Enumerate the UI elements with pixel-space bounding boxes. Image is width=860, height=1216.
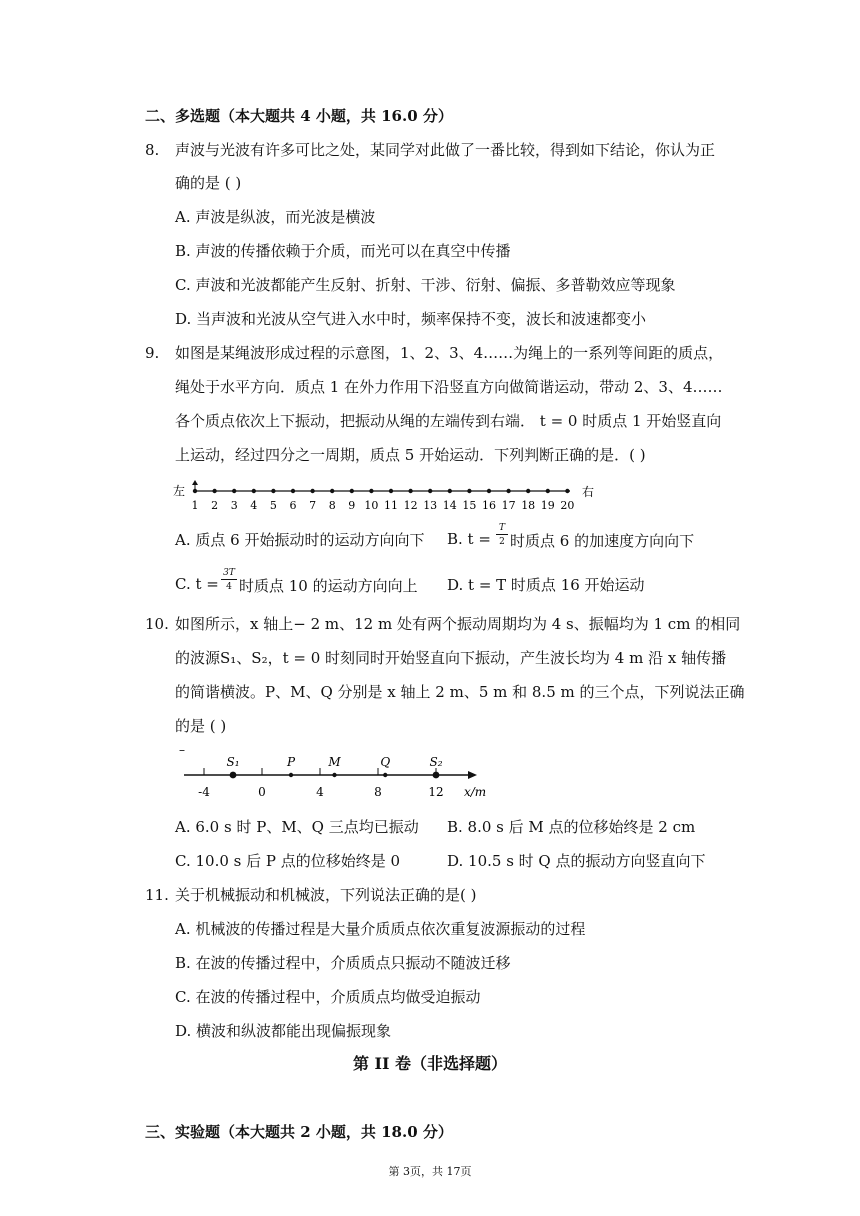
point-q-label: Q bbox=[380, 755, 391, 769]
point-q-dot bbox=[383, 773, 387, 777]
rope-wave-figure bbox=[170, 476, 610, 516]
rope-point-label-20: 20 bbox=[560, 499, 575, 512]
question-11-option-a[interactable]: A. 机械波的传播过程是大量介质质点依次重复波源振动的过程 bbox=[175, 920, 586, 938]
rope-point-label-12: 12 bbox=[403, 499, 418, 512]
rope-point-label-5: 5 bbox=[269, 499, 277, 512]
figure-minus-mark: – bbox=[179, 744, 185, 757]
rope-point-19 bbox=[546, 489, 550, 493]
rope-point-15 bbox=[467, 489, 471, 493]
up-arrow-icon bbox=[192, 480, 198, 485]
rope-point-label-4: 4 bbox=[250, 499, 258, 512]
question-9-stem-line1: 如图是某绳波形成过程的示意图，1、2、3、4……为绳上的一系列等间距的质点， bbox=[175, 344, 724, 362]
q9-b-prefix: B. t = bbox=[447, 530, 491, 548]
x-axis-figure bbox=[170, 744, 500, 804]
rope-point-3 bbox=[232, 489, 236, 493]
question-9-stem-line2: 绳处于水平方向．质点 1 在外力作用下沿竖直方向做简谐运动，带动 2、3、4…… bbox=[175, 378, 723, 396]
question-8-option-a[interactable]: A. 声波是纵波，而光波是横波 bbox=[175, 208, 376, 226]
rope-point-label-2: 2 bbox=[211, 499, 219, 512]
question-11-option-c[interactable]: C. 在波的传播过程中，介质质点均做受迫振动 bbox=[175, 988, 481, 1006]
question-9-option-d[interactable]: D. t = T 时质点 16 开始运动 bbox=[447, 576, 645, 594]
part-2-title: 第 II 卷（非选择题） bbox=[352, 1054, 508, 1073]
rope-left-label: 左 bbox=[173, 484, 186, 498]
rope-point-18 bbox=[526, 489, 530, 493]
rope-point-label-6: 6 bbox=[289, 499, 297, 512]
rope-point-label-15: 15 bbox=[462, 499, 477, 512]
point-p-label: P bbox=[286, 755, 296, 769]
question-8-number: 8. bbox=[145, 141, 160, 159]
question-8-option-b[interactable]: B. 声波的传播依赖于介质，而光可以在真空中传播 bbox=[175, 242, 511, 260]
rope-point-17 bbox=[506, 489, 510, 493]
x-axis-unit-label: x/m bbox=[464, 785, 487, 799]
question-9-number: 9. bbox=[145, 344, 160, 362]
question-8-option-c[interactable]: C. 声波和光波都能产生反射、折射、干涉、衍射、偏振、多普勒效应等现象 bbox=[175, 276, 676, 294]
axis-tick-label-12: 12 bbox=[428, 785, 444, 799]
question-8-option-d[interactable]: D. 当声波和光波从空气进入水中时，频率保持不变，波长和波速都变小 bbox=[175, 310, 647, 328]
rope-point-4 bbox=[252, 489, 256, 493]
rope-point-6 bbox=[291, 489, 295, 493]
rope-point-1 bbox=[193, 489, 197, 493]
rope-point-2 bbox=[212, 489, 216, 493]
source-s2-dot bbox=[433, 772, 440, 779]
rope-point-12 bbox=[408, 489, 412, 493]
rope-point-14 bbox=[448, 489, 452, 493]
question-9-option-a[interactable]: A. 质点 6 开始振动时的运动方向向下 bbox=[175, 531, 425, 549]
q9-b-frac-num: T bbox=[496, 522, 508, 535]
question-10-stem-line4: 的是 ( ) bbox=[175, 717, 227, 735]
rope-point-label-8: 8 bbox=[328, 499, 336, 512]
axis-tick-label-0: 0 bbox=[258, 785, 266, 799]
q9-b-suffix: 时质点 6 的加速度方向向下 bbox=[510, 532, 695, 550]
rope-point-label-19: 19 bbox=[540, 499, 555, 512]
rope-point-label-1: 1 bbox=[191, 499, 199, 512]
q9-c-frac-den: 4 bbox=[226, 582, 232, 592]
question-10-option-c[interactable]: C. 10.0 s 后 P 点的位移始终是 0 bbox=[175, 852, 401, 870]
point-m-label: M bbox=[328, 755, 341, 769]
rope-point-label-17: 17 bbox=[501, 499, 516, 512]
rope-point-label-16: 16 bbox=[482, 499, 496, 512]
question-11-number: 11. bbox=[145, 886, 169, 904]
question-10-option-a[interactable]: A. 6.0 s 时 P、M、Q 三点均已振动 bbox=[175, 818, 419, 836]
rope-point-10 bbox=[369, 489, 373, 493]
source-s2-label: S₂ bbox=[429, 755, 443, 769]
rope-point-label-13: 13 bbox=[423, 499, 438, 512]
rope-point-16 bbox=[487, 489, 491, 493]
rope-point-20 bbox=[565, 489, 569, 493]
source-s1-dot bbox=[230, 772, 237, 779]
axis-tick-label--4: -4 bbox=[198, 785, 210, 799]
rope-point-11 bbox=[389, 489, 393, 493]
rope-point-5 bbox=[271, 489, 275, 493]
page-footer: 第 3页，共 17页 bbox=[388, 1165, 472, 1178]
q9-c-suffix: 时质点 10 的运动方向向上 bbox=[239, 577, 418, 595]
rope-point-13 bbox=[428, 489, 432, 493]
question-10-stem-line1: 如图所示，x 轴上− 2 m、12 m 处有两个振动周期均为 4 s、振幅均为 1 cm 的相同 bbox=[175, 615, 741, 633]
point-p-dot bbox=[289, 773, 293, 777]
x-axis-arrow-icon bbox=[468, 771, 477, 779]
q9-c-prefix: C. t = bbox=[175, 575, 219, 593]
question-10-stem-line2: 的波源S₁、S₂，t = 0 时刻同时开始竖直向下振动，产生波长均为 4 m 沿 x 轴传播 bbox=[175, 649, 727, 667]
rope-point-label-10: 10 bbox=[364, 499, 379, 512]
question-9-stem-line4: 上运动，经过四分之一周期，质点 5 开始运动．下列判断正确的是．( ) bbox=[175, 446, 646, 464]
rope-point-8 bbox=[330, 489, 334, 493]
question-10-stem-line3: 的简谐横波。P、M、Q 分别是 x 轴上 2 m、5 m 和 8.5 m 的三个点，下列说法正确 bbox=[175, 683, 745, 701]
rope-right-label: 右 bbox=[582, 485, 595, 499]
rope-point-label-9: 9 bbox=[348, 499, 356, 512]
axis-tick-label-8: 8 bbox=[374, 785, 382, 799]
rope-point-label-3: 3 bbox=[230, 499, 238, 512]
question-10-option-d[interactable]: D. 10.5 s 时 Q 点的振动方向竖直向下 bbox=[447, 852, 706, 870]
question-11-option-b[interactable]: B. 在波的传播过程中，介质质点只振动不随波迁移 bbox=[175, 954, 511, 972]
question-8-stem-line2: 确的是 ( ) bbox=[175, 174, 242, 192]
rope-point-label-18: 18 bbox=[521, 499, 536, 512]
question-9-stem-line3: 各个质点依次上下振动，把振动从绳的左端传到右端． t = 0 时质点 1 开始竖直向 bbox=[175, 412, 722, 430]
rope-point-7 bbox=[310, 489, 314, 493]
question-11-option-d[interactable]: D. 横波和纵波都能出现偏振现象 bbox=[175, 1022, 392, 1040]
question-8-stem-line1: 声波与光波有许多可比之处，某同学对此做了一番比较，得到如下结论，你认为正 bbox=[175, 141, 716, 159]
section-title-experiment: 三、实验题（本大题共 2 小题，共 18.0 分） bbox=[145, 1123, 453, 1141]
axis-tick-label-4: 4 bbox=[316, 785, 324, 799]
rope-point-9 bbox=[350, 489, 354, 493]
question-10-number: 10. bbox=[145, 615, 169, 633]
rope-point-label-14: 14 bbox=[442, 499, 457, 512]
source-s1-label: S₁ bbox=[226, 755, 240, 769]
section-title-multiple-choice: 二、多选题（本大题共 4 小题，共 16.0 分） bbox=[145, 107, 453, 125]
rope-point-label-11: 11 bbox=[384, 499, 398, 512]
point-m-dot bbox=[332, 773, 336, 777]
q9-b-frac-den: 2 bbox=[499, 537, 505, 547]
q9-c-frac-num: 3T bbox=[221, 567, 237, 580]
question-11-stem: 关于机械振动和机械波，下列说法正确的是( ) bbox=[175, 886, 477, 904]
rope-point-label-7: 7 bbox=[309, 499, 317, 512]
question-10-option-b[interactable]: B. 8.0 s 后 M 点的位移始终是 2 cm bbox=[447, 818, 696, 836]
